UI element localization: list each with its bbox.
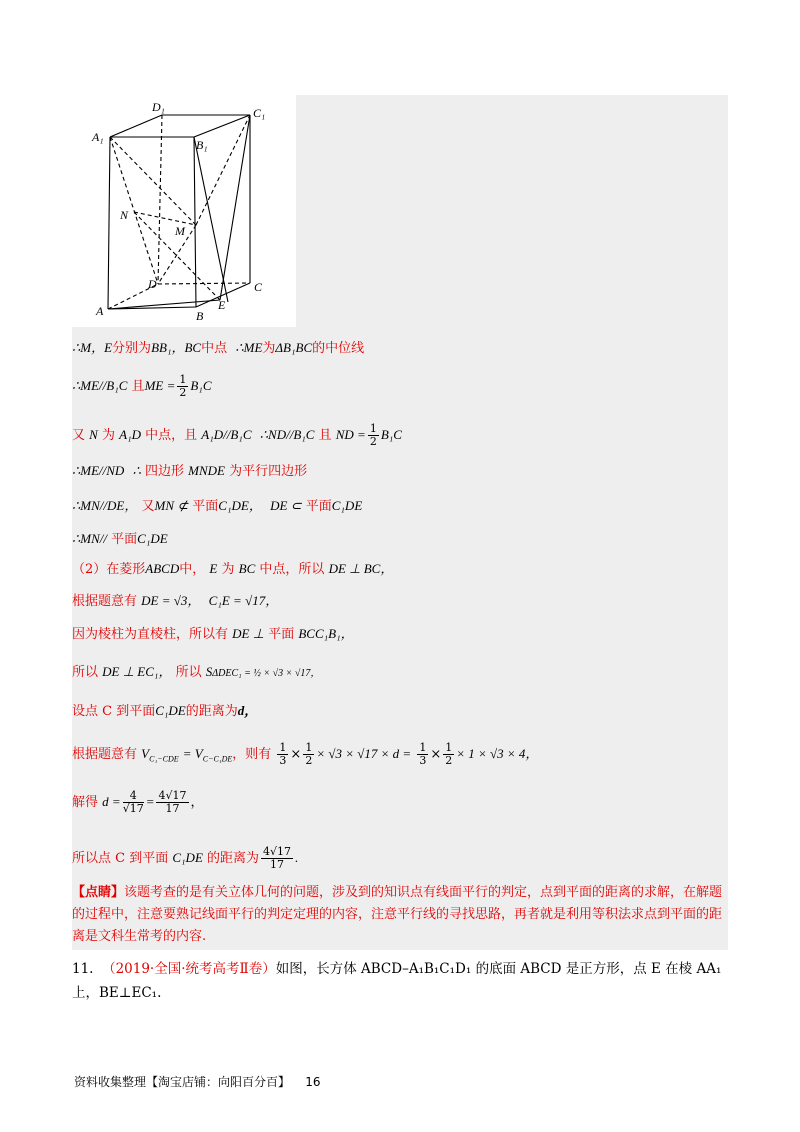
solution-line-7: （2）在菱形ABCD中， E 为 BC 中点，所以 DE ⊥ BC，	[72, 561, 394, 577]
prism-figure	[72, 95, 296, 327]
note-tag: 【点睛】	[72, 885, 125, 900]
solution-line-3: 又 N 为 A₁D 中点，且 A₁D//B₁C ∴ND//B₁C 且 ND = $\frac{1}{2}$ B₁C	[72, 422, 402, 448]
solution-line-11: 设点 C 到平面C₁DE的距离为d，	[72, 703, 258, 719]
fraction-half: $\frac{1}{2}$	[179, 373, 187, 399]
solution-line-8: 根据题意有 DE = √3， C₁E = √17，	[72, 593, 279, 609]
footer-text: 资料收集整理【淘宝店铺：向阳百分百】	[74, 1075, 291, 1089]
page-footer	[74, 1073, 321, 1090]
note-text: 该题考查的是有关立体几何的问题，涉及到的知识点有线面平行的判定，点到平面的距离的求解，在解题的过程中，注意要熟记线面平行的判定定理的内容，注意平行线的寻找思路，再者就是利用等积法求点到平面的距离是文科生常考的内容.	[72, 885, 723, 944]
solution-line-5: ∴MN//DE， 又MN ⊄ 平面C₁DE， DE ⊂ 平面C₁DE	[72, 498, 363, 514]
prism-diagram	[72, 95, 296, 327]
solution-line-6: ∴MN// 平面C₁DE	[72, 531, 168, 547]
solution-line-12: 根据题意有 $V_{C_1-CDE} = V_{C-C_1DE}$，则有 $\frac{1}{3}$ × $\frac{1}{2}$ × √3 × √17 × d = $\frac{1}{3}$ × $\frac{1}{2}$ × 1 × √3 × 4，	[72, 741, 539, 767]
note-paragraph	[72, 882, 732, 948]
page-number: 16	[305, 1075, 321, 1089]
solution-line-10: 所以 DE ⊥ EC₁， 所以 SΔDEC₁ = ½ × √3 × √17，	[72, 664, 321, 680]
solution-line-9: 因为棱柱为直棱柱，所以有 DE ⊥ 平面 BCC₁B₁，	[72, 626, 354, 642]
question-text: 如图，长方体 ABCD–A₁B₁C₁D₁ 的底面 ABCD 是正方形，点 E 在棱 AA₁ 上，BE⊥EC₁.	[72, 961, 722, 1001]
solution-line-13: 解得 d = $\frac{4}{√17}$ = $\frac{4√17}{17}$ ，	[72, 789, 204, 815]
label-B1: B₁	[196, 138, 208, 152]
solution-line-4: ∴ME//ND ∴ 四边形 MNDE 为平行四边形	[72, 463, 308, 479]
solution-line-14: 所以点 C 到平面 C₁DE 的距离为 $\frac{4√17}{17}$ .	[72, 845, 299, 871]
label-E: E	[218, 298, 226, 312]
label-C: C	[254, 280, 263, 294]
label-D: D	[148, 277, 157, 291]
label-A: A	[96, 304, 104, 318]
label-D1: D₁	[152, 100, 165, 114]
question-source: （2019·全国·统考高考Ⅱ卷）	[102, 961, 276, 977]
question-11	[72, 957, 732, 1005]
label-A1: A₁	[92, 130, 104, 144]
question-number: 11.	[72, 961, 94, 977]
label-M: M	[175, 224, 185, 238]
solution-line-2: ∴ME//B₁C 且ME = $\frac{1}{2}$ B₁C	[72, 373, 212, 399]
label-B: B	[196, 309, 204, 323]
label-C1: C₁	[253, 106, 266, 120]
label-N: N	[120, 208, 129, 222]
solution-line-1: ∴M，E分别为BB₁，BC中点 ∴ME为ΔB₁BC的中位线	[72, 340, 365, 356]
